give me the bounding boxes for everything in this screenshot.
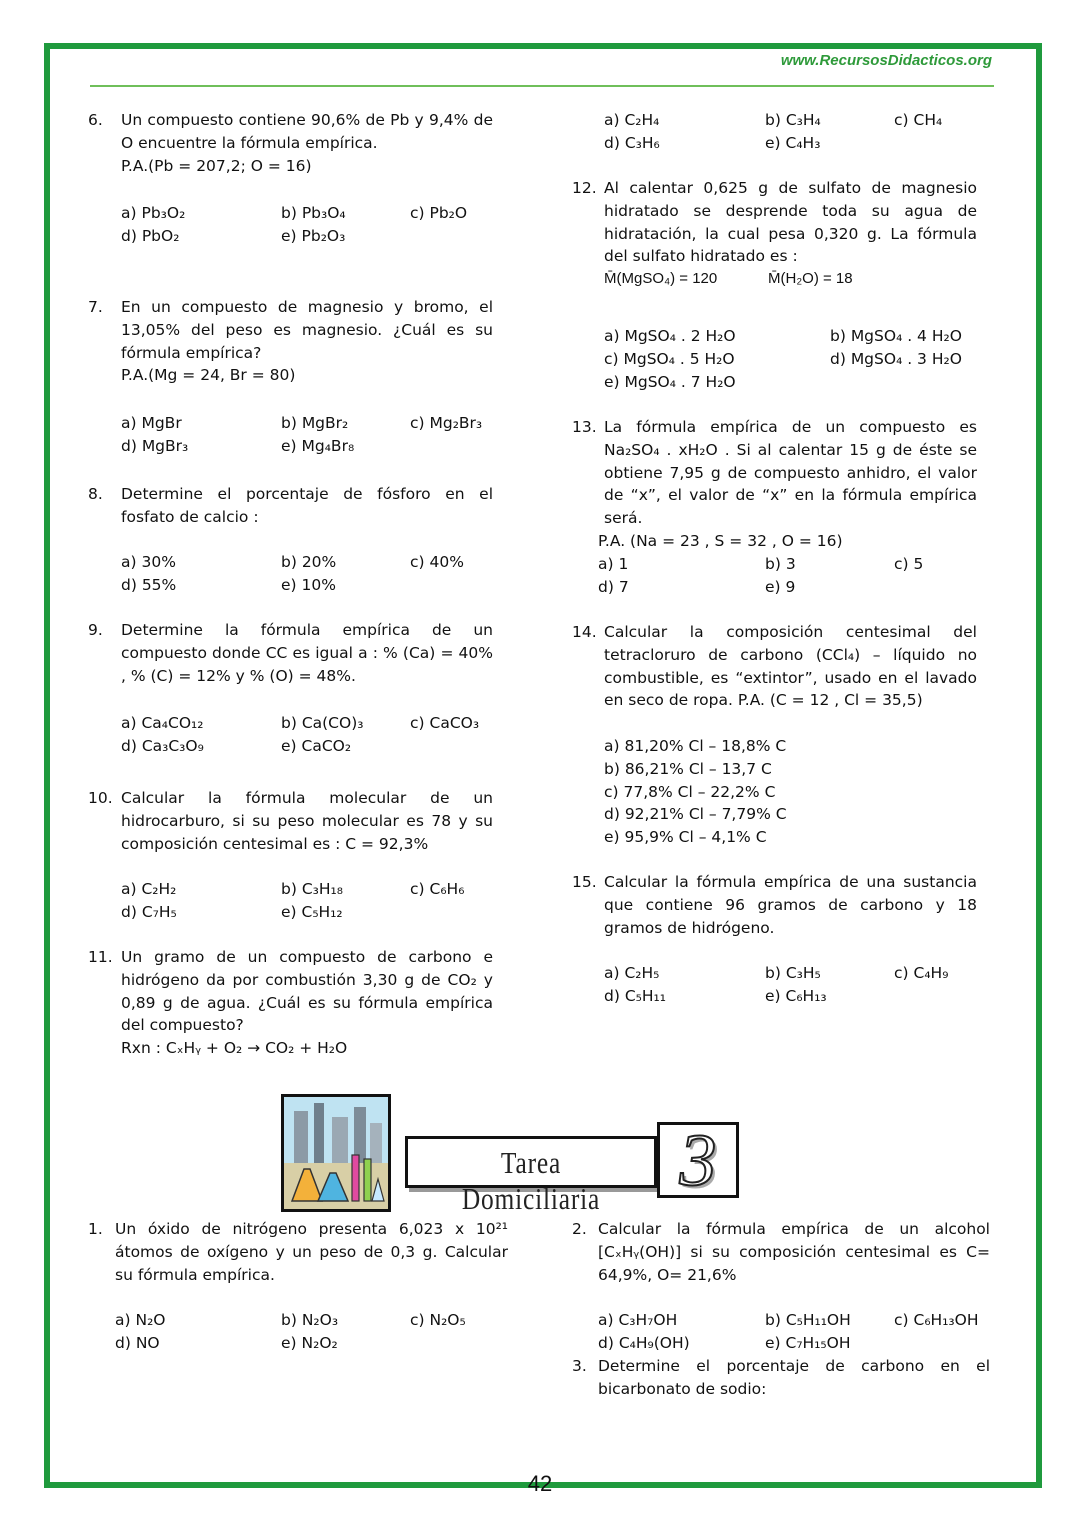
option-d: d) C₄H₉(OH) — [598, 1334, 690, 1352]
question-text: Determine el porcentaje de fósforo en el fosfato de calcio : — [121, 485, 493, 526]
option-d: d) C₅H₁₁ — [604, 987, 666, 1005]
option-e: e) 95,9% Cl – 4,1% C — [604, 828, 767, 847]
option-e: e) CaCO₂ — [281, 737, 352, 755]
option-d: d) 7 — [598, 578, 629, 596]
option-d: d) MgBr₃ — [121, 437, 189, 455]
option-b: b) 3 — [765, 555, 796, 573]
option-e: e) N₂O₂ — [281, 1334, 338, 1352]
section-title: Tarea Domiciliaria — [461, 1145, 601, 1216]
option-e: e) MgSO₄ . 7 H₂O — [604, 373, 736, 391]
homework-1 — [88, 1218, 508, 1352]
option-a: a) 1 — [598, 555, 629, 573]
option-d: d) C₃H₆ — [604, 134, 660, 152]
option-b: b) C₃H₁₈ — [281, 880, 343, 898]
site-url: www.RecursosDidacticos.org — [780, 52, 992, 69]
question-text: Un compuesto contiene 90,6% de Pb y 9,4% de O encuentre la fórmula empírica. — [121, 111, 493, 152]
option-c: c) C₄H₉ — [894, 964, 949, 982]
homework-3 — [572, 1355, 990, 1401]
option-a: a) C₃H₇OH — [598, 1311, 678, 1329]
option-c: c) MgSO₄ . 5 H₂O — [604, 350, 735, 368]
question-14 — [572, 621, 977, 847]
question-7 — [88, 296, 493, 455]
option-e: e) C₆H₁₃ — [765, 987, 827, 1005]
option-a: a) 81,20% Cl – 18,8% C — [604, 737, 787, 755]
lab-flasks-illustration — [281, 1094, 391, 1212]
atomic-weights: P.A.(Pb = 207,2; O = 16) — [121, 156, 312, 175]
option-c: c) C₆H₆ — [410, 880, 465, 898]
option-c: c) CaCO₃ — [410, 714, 480, 732]
question-number: 10. — [88, 789, 113, 807]
option-a: a) Ca₄CO₁₂ — [121, 714, 204, 732]
question-number: 6. — [88, 111, 103, 129]
option-a: a) C₂H₂ — [121, 880, 177, 898]
option-a: a) C₂H₄ — [604, 111, 660, 129]
question-number: 9. — [88, 621, 103, 639]
question-text: Calcular la fórmula empírica de un alcohol [CₓHᵧ(OH)] si su composición centesimal es C= 64,9%, O= 21,6% — [598, 1220, 990, 1284]
option-d: d) NO — [115, 1334, 160, 1352]
question-6 — [88, 109, 493, 245]
option-d: d) 92,21% Cl – 7,79% C — [604, 805, 787, 824]
option-b: b) N₂O₃ — [281, 1311, 339, 1329]
option-c: c) 5 — [894, 555, 924, 573]
question-10 — [88, 787, 493, 921]
option-e: e) Pb₂O₃ — [281, 227, 346, 245]
option-e: e) Mg₄Br₈ — [281, 437, 355, 455]
question-number: 3. — [572, 1357, 587, 1375]
option-e: e) 9 — [765, 578, 796, 596]
question-13 — [572, 416, 977, 596]
section-title-box — [405, 1136, 657, 1216]
option-c: c) 40% — [410, 553, 464, 571]
option-b: b) C₅H₁₁OH — [765, 1311, 851, 1329]
question-number: 7. — [88, 298, 103, 316]
option-a: a) MgBr — [121, 414, 182, 432]
question-text: Un óxido de nitrógeno presenta 6,023 x 10²¹ átomos de oxígeno y un peso de 0,3 g. Calcular su fórmula empírica. — [115, 1220, 508, 1284]
option-c: c) Mg₂Br₃ — [410, 414, 483, 432]
option-c: c) C₆H₁₃OH — [894, 1311, 979, 1329]
molar-mass-h2o: M̄(H₂O) = 18 — [768, 270, 853, 288]
question-9 — [88, 619, 493, 755]
question-11 — [88, 946, 493, 1060]
option-a: a) C₂H₅ — [604, 964, 660, 982]
question-12 — [572, 177, 977, 391]
question-text: Calcular la fórmula molecular de un hidrocarburo, si su peso molecular es 78 y su composición centesimal es : C = 92,3% — [121, 789, 493, 853]
question-number: 14. — [572, 623, 597, 641]
option-c: c) 77,8% Cl – 22,2% C — [604, 782, 776, 801]
question-number: 15. — [572, 873, 597, 891]
page-number: 42 — [527, 1471, 553, 1496]
option-b: b) MgBr₂ — [281, 414, 349, 432]
question-8 — [88, 483, 493, 594]
option-d: d) Ca₃C₃O₉ — [121, 737, 204, 755]
question-text: Al calentar 0,625 g de sulfato de magnesio hidratado se desprende toda su agua de hidratación, la cual pesa 0,320 g. La fórmula del sulfato hidratado es : — [604, 179, 977, 266]
option-c: c) Pb₂O — [410, 204, 468, 222]
header-rule — [90, 85, 994, 87]
question-text: Determine el porcentaje de carbono en el bicarbonato de sodio: — [598, 1357, 990, 1398]
option-d: d) PbO₂ — [121, 227, 180, 245]
option-c: c) N₂O₅ — [410, 1311, 466, 1329]
question-number: 8. — [88, 485, 103, 503]
section-number: 3 — [679, 1120, 717, 1202]
option-a: a) N₂O — [115, 1311, 166, 1329]
question-text: Calcular la fórmula empírica de una sustancia que contiene 96 gramos de carbono y 18 gramos de hidrógeno. — [604, 873, 977, 937]
section-number-box — [657, 1120, 739, 1202]
option-b: b) C₃H₄ — [765, 111, 821, 129]
option-d: d) C₇H₅ — [121, 903, 177, 921]
option-e: e) C₇H₁₅OH — [765, 1334, 851, 1352]
option-b: b) Ca(CO)₃ — [281, 714, 364, 732]
option-e: e) 10% — [281, 576, 336, 594]
question-number: 1. — [88, 1220, 103, 1238]
option-b: b) 20% — [281, 553, 337, 571]
option-a: a) Pb₃O₂ — [121, 204, 186, 222]
atomic-weights: P.A. (Na = 23 , S = 32 , O = 16) — [598, 531, 843, 550]
question-text: En un compuesto de magnesio y bromo, el 13,05% del peso es magnesio. ¿Cuál es su fórmula empírica? — [121, 298, 493, 362]
question-text: Un gramo de un compuesto de carbono e hidrógeno da por combustión 3,30 g de CO₂ y 0,89 g de agua. ¿Cuál es su fórmula empírica del compuesto? — [121, 948, 493, 1035]
molar-mass-mgso4: M̄(MgSO₄) = 120 — [604, 270, 718, 288]
question-15 — [572, 871, 977, 1005]
homework-2 — [572, 1218, 990, 1352]
question-number: 12. — [572, 179, 597, 197]
question-text: Determine la fórmula empírica de un compuesto donde CC es igual a : % (Ca) = 40% , % (C) = 12% y % (O) = 48%. — [121, 621, 493, 685]
option-b: b) 86,21% Cl – 13,7 C — [604, 759, 772, 778]
option-d: d) 55% — [121, 576, 177, 594]
option-e: e) C₅H₁₂ — [281, 903, 343, 921]
question-text: La fórmula empírica de un compuesto es Na₂SO₄ . xH₂O . Si al calentar 15 g de éste se obtiene 7,95 g de compuesto anhidro, el valor de “x”, el valor de “x” en la fórmula empírica será. — [604, 418, 977, 528]
option-e: e) C₄H₃ — [765, 134, 821, 152]
option-a: a) MgSO₄ . 2 H₂O — [604, 327, 736, 345]
question-number: 11. — [88, 948, 113, 966]
option-b: b) MgSO₄ . 4 H₂O — [830, 327, 962, 345]
question-number: 2. — [572, 1220, 587, 1238]
atomic-weights: P.A.(Mg = 24, Br = 80) — [121, 366, 296, 385]
question-number: 13. — [572, 418, 597, 436]
option-b: b) C₃H₅ — [765, 964, 821, 982]
question-text: Calcular la composición centesimal del tetracloruro de carbono (CCl₄) – líquido no combustible, es “extintor”, usado en el lavado en seco de ropa. P.A. (C = 12 , Cl = 35,5) — [604, 623, 977, 710]
reaction: Rxn : CₓHᵧ + O₂ → CO₂ + H₂O — [121, 1039, 348, 1058]
option-c: c) CH₄ — [894, 111, 943, 129]
question-11-options — [604, 109, 976, 155]
option-d: d) MgSO₄ . 3 H₂O — [830, 350, 962, 368]
option-b: b) Pb₃O₄ — [281, 204, 346, 222]
option-a: a) 30% — [121, 553, 176, 571]
